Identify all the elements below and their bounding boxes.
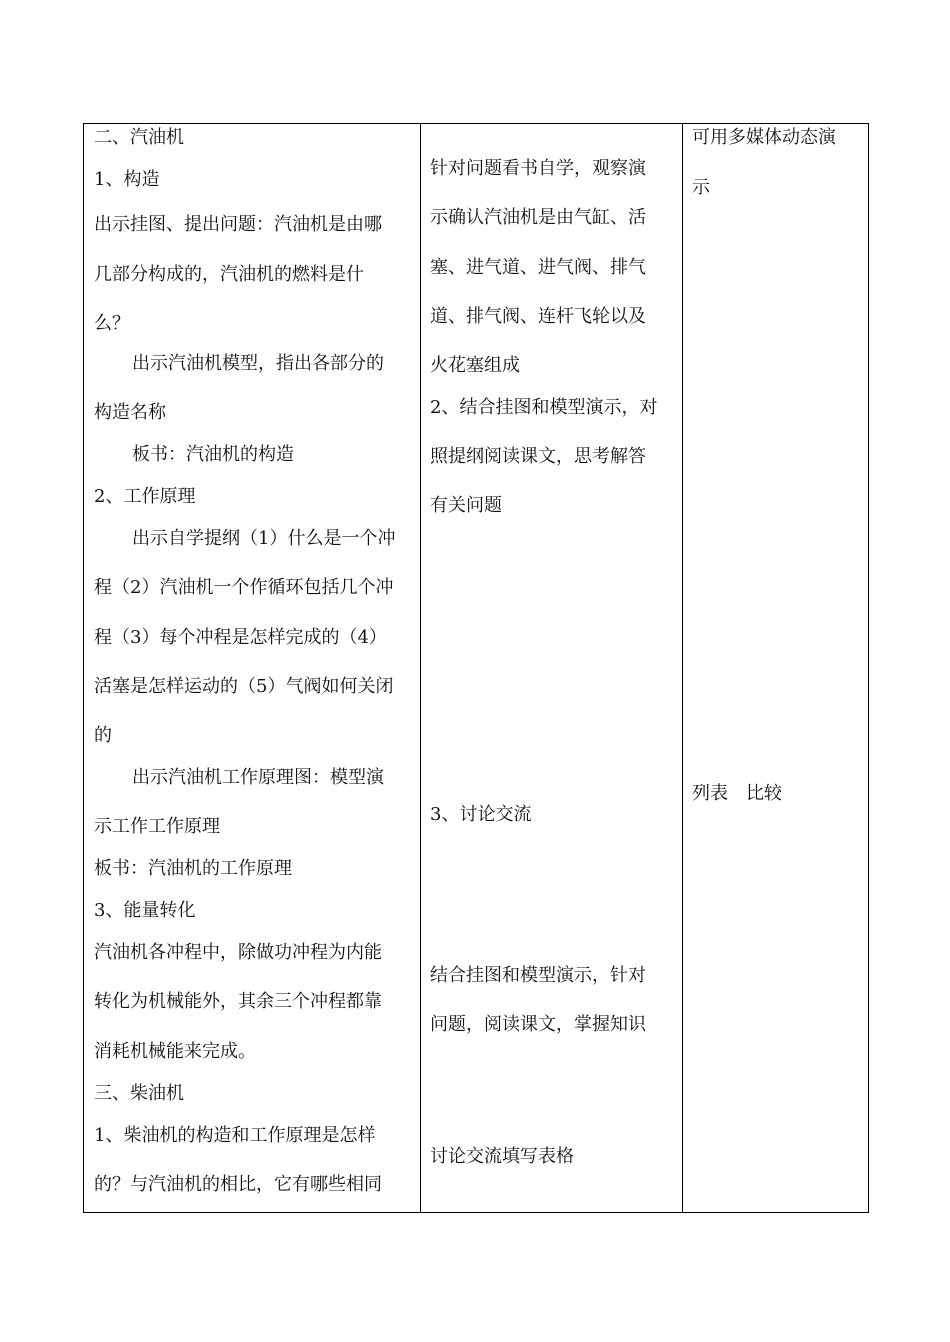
section-heading: 三、柴油机 <box>94 1083 184 1104</box>
text-line: 3、讨论交流 <box>430 804 532 825</box>
teacher-activity-column <box>84 124 421 1212</box>
text-line: 几部分构成的，汽油机的燃料是什 <box>94 264 364 285</box>
text-line: 1、柴油机的构造和工作原理是怎样 <box>94 1125 376 1146</box>
text-line: 道、排气阀、连杆飞轮以及 <box>430 306 646 327</box>
text-line: 的？与汽油机的相比，它有哪些相同 <box>94 1174 382 1195</box>
text-line: 照提纲阅读课文，思考解答 <box>430 446 646 467</box>
text-line: 程（2）汽油机一个作循环包括几个冲 <box>94 577 394 598</box>
text-line: 有关问题 <box>430 495 502 516</box>
student-activity-column <box>420 124 683 1212</box>
text-line: 汽油机各冲程中，除做功冲程为内能 <box>94 942 382 963</box>
text-line: 针对问题看书自学，观察演 <box>430 158 646 179</box>
text-line: 板书：汽油机的工作原理 <box>94 858 292 879</box>
text-line: 示确认汽油机是由气缸、活 <box>430 207 646 228</box>
text-line: 讨论交流填写表格 <box>430 1146 574 1167</box>
text-line: 示工作工作原理 <box>94 816 220 837</box>
text-line: 板书：汽油机的构造 <box>132 444 294 465</box>
text-line: 消耗机械能来完成。 <box>94 1041 256 1062</box>
text-line: 程（3）每个冲程是怎样完成的（4） <box>94 627 387 648</box>
text-line: 可用多媒体动态演 <box>692 127 836 148</box>
text-line: 的 <box>94 725 112 746</box>
text-line: 出示自学提纲（1）什么是一个冲 <box>132 528 396 549</box>
text-line: 2、结合挂图和模型演示，对 <box>430 397 658 418</box>
text-line: 列表 比较 <box>692 783 782 804</box>
notes-column <box>682 124 869 1212</box>
text-line: 么？ <box>94 313 130 334</box>
text-line: 出示挂图、提出问题：汽油机是由哪 <box>94 214 382 235</box>
text-line: 火花塞组成 <box>430 355 520 376</box>
section-heading: 二、汽油机 <box>94 127 184 148</box>
text-line: 塞、进气道、进气阀、排气 <box>430 257 646 278</box>
subsection-heading: 3、能量转化 <box>94 900 196 921</box>
subsection-heading: 2、工作原理 <box>94 486 196 507</box>
text-line: 问题，阅读课文，掌握知识 <box>430 1014 646 1035</box>
text-line: 结合挂图和模型演示，针对 <box>430 965 646 986</box>
text-line: 出示汽油机工作原理图：模型演 <box>132 767 384 788</box>
text-line: 示 <box>692 177 710 198</box>
text-line: 出示汽油机模型，指出各部分的 <box>132 353 384 374</box>
text-line: 构造名称 <box>94 402 166 423</box>
text-line: 转化为机械能外，其余三个冲程都靠 <box>94 991 382 1012</box>
text-line: 活塞是怎样运动的（5）气阀如何关闭 <box>94 676 394 697</box>
subsection-heading: 1、构造 <box>94 169 160 190</box>
lesson-plan-table <box>83 123 869 1213</box>
